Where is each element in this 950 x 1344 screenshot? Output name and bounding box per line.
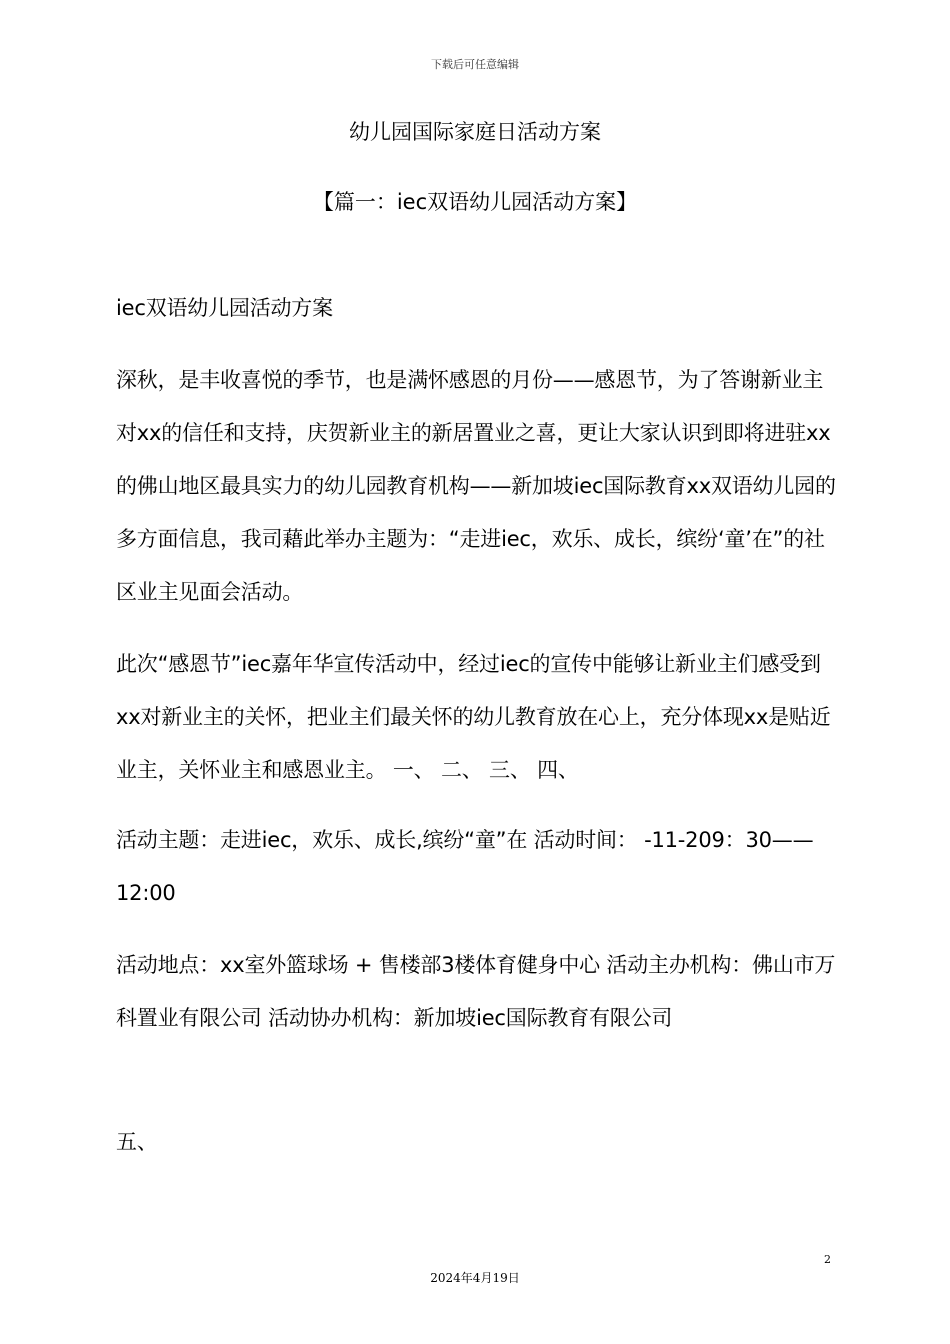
paragraph-text: 深秋，是丰收喜悦的季节，也是满怀感恩的月份——感恩节，为了答谢新业主对xx的信任和支持，庆贺新业主的新居置业之喜，更让大家认识到即将进驻xx的佛山地区最具实力的幼儿园教育机构——新加坡iec国际教育xx双语幼儿园的多方面信息，我司藉此举办主题为：“走进iec，欢乐、成长，缤纷‘童’在”的社区业主见面会活动。: [116, 368, 836, 604]
paragraph-text: 活动主题：走进iec，欢乐、成长,缤纷“童”在 活动时间： -11-209：30——12:00: [116, 828, 814, 905]
body-paragraph-5: [116, 1116, 838, 1169]
document-title: 幼儿园国际家庭日活动方案: [349, 120, 601, 144]
section-heading: iec双语幼儿园活动方案: [116, 296, 333, 320]
paragraph-text: 五、: [116, 1130, 158, 1154]
footer-date: 2024年4月19日: [430, 1271, 520, 1285]
body-paragraph-3: [116, 814, 838, 920]
page-number: 2: [824, 1253, 831, 1266]
document-subtitle: 【篇一：iec双语幼儿园活动方案】: [312, 190, 638, 214]
body-paragraph-2: [116, 638, 838, 797]
page-header-note: 下载后可任意编辑: [431, 58, 519, 71]
paragraph-text: 此次“感恩节”iec嘉年华宣传活动中，经过iec的宣传中能够让新业主们感受到xx对新业主的关怀，把业主们最关怀的幼儿教育放在心上，充分体现xx是贴近业主，关怀业主和感恩业主。 一、 二、 三、 四、: [116, 652, 831, 782]
paragraph-text: 活动地点：xx室外篮球场 + 售楼部3楼体育健身中心 活动主办机构：佛山市万科置业有限公司 活动协办机构：新加坡iec国际教育有限公司: [116, 953, 836, 1030]
body-paragraph-4: [116, 939, 838, 1045]
body-paragraph-1: [116, 354, 838, 619]
